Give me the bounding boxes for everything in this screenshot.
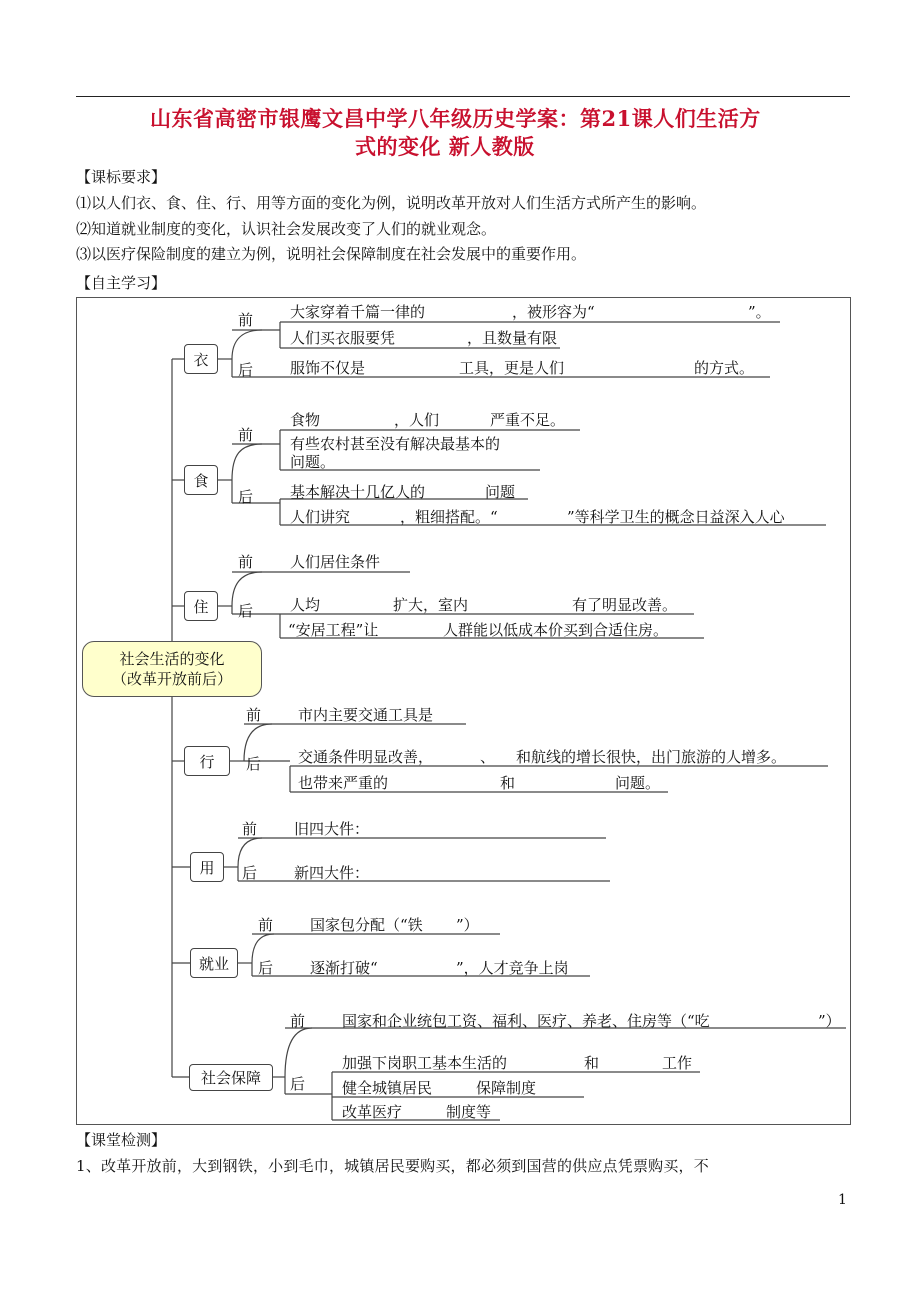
- transport-after-2c: 问题。: [615, 774, 661, 792]
- node-housing: 住: [184, 591, 218, 621]
- node-goods: 用: [190, 852, 224, 882]
- clothing-before-1c: ”。: [748, 303, 771, 321]
- goods-before-1: 旧四大件：: [294, 820, 370, 838]
- transport-after-tag: 后: [246, 755, 262, 773]
- food-after-1b: 问题: [485, 483, 516, 501]
- transport-after-2b: 和: [500, 774, 516, 792]
- food-after-2c: ”等科学卫生的概念日益深入人心: [567, 508, 785, 526]
- clothing-after-1b: 工具，更是人们: [459, 359, 565, 377]
- food-before-2a: 有些农村甚至没有解决最基本的: [290, 435, 501, 453]
- transport-after-1a: 交通条件明显改善，: [298, 748, 434, 766]
- housing-after-1c: 有了明显改善。: [572, 596, 678, 614]
- housing-after-tag: 后: [238, 602, 254, 620]
- root-label-line2: （改革开放前后）: [111, 670, 232, 688]
- goods-after-tag: 后: [242, 864, 258, 882]
- security-after-tag: 后: [290, 1075, 306, 1093]
- transport-before-1: 市内主要交通工具是: [298, 706, 434, 724]
- transport-after-1b: 、: [480, 748, 496, 766]
- goods-after-1: 新四大件：: [294, 864, 370, 882]
- node-clothing: 衣: [184, 344, 218, 374]
- employment-before-1a: 国家包分配（“铁: [310, 916, 423, 934]
- housing-after-2a: “安居工程”让: [288, 621, 379, 639]
- classroom-question-1: 1、改革开放前，大到钢铁，小到毛巾，城镇居民要购买，都必须到国营的供应点凭票购买，不: [76, 1157, 709, 1175]
- security-before-1b: ”）: [818, 1012, 841, 1030]
- clothing-before-2a: 人们买衣服要凭: [290, 329, 396, 347]
- food-after-1a: 基本解决十几亿人的: [290, 483, 426, 501]
- housing-after-2b: 人群能以低成本价买到合适住房。: [443, 621, 669, 639]
- self-study-heading: 【自主学习】: [76, 274, 167, 292]
- security-after-1c: 工作: [662, 1054, 693, 1072]
- clothing-after-1c: 的方式。: [694, 359, 755, 377]
- clothing-after-tag: 后: [238, 361, 254, 379]
- food-before-1c: 严重不足。: [490, 411, 566, 429]
- page-title-line1: 山东省高密市银鹰文昌中学八年级历史学案：第21课人们生活方: [150, 106, 761, 131]
- food-before-1b: ，人们: [394, 411, 440, 429]
- node-social-security: 社会保障: [189, 1064, 273, 1091]
- standards-item-1: ⑴以人们衣、食、住、行、用等方面的变化为例，说明改革开放对人们生活方式所产生的影响。: [76, 194, 707, 212]
- standards-item-2: ⑵知道就业制度的变化，认识社会发展改变了人们的就业观念。: [76, 220, 497, 238]
- housing-before-1: 人们居住条件: [290, 553, 381, 571]
- node-transport: 行: [184, 746, 230, 776]
- security-after-3a: 改革医疗: [342, 1103, 403, 1121]
- node-food: 食: [184, 465, 218, 495]
- employment-before-tag: 前: [258, 916, 274, 934]
- classroom-heading: 【课堂检测】: [76, 1131, 167, 1149]
- page-number: 1: [838, 1192, 847, 1208]
- transport-after-2a: 也带来严重的: [298, 774, 389, 792]
- security-before-tag: 前: [290, 1012, 306, 1030]
- housing-before-tag: 前: [238, 553, 254, 571]
- employment-before-1b: ”）: [456, 916, 479, 934]
- standards-heading: 【课标要求】: [76, 168, 167, 186]
- food-after-2b: ，粗细搭配。“: [400, 508, 498, 526]
- food-before-tag: 前: [238, 426, 254, 444]
- housing-after-1b: 扩大，室内: [393, 596, 469, 614]
- security-after-3b: 制度等: [446, 1103, 492, 1121]
- node-employment: 就业: [190, 948, 238, 978]
- clothing-before-1b: ，被形容为“: [512, 303, 595, 321]
- goods-before-tag: 前: [242, 820, 258, 838]
- transport-after-1c: 和航线的增长很快，出门旅游的人增多。: [516, 748, 787, 766]
- security-after-2b: 保障制度: [476, 1079, 537, 1097]
- page-title-line2: 式的变化 新人教版: [355, 134, 535, 159]
- mind-map-root: [82, 641, 262, 697]
- standards-item-3: ⑶以医疗保险制度的建立为例，说明社会保障制度在社会发展中的重要作用。: [76, 245, 587, 263]
- clothing-before-1a: 大家穿着千篇一律的: [290, 303, 426, 321]
- employment-after-1b: ”，人才竞争上岗: [456, 959, 569, 977]
- food-before-2b: 问题。: [290, 453, 336, 471]
- root-label-line1: 社会生活的变化: [119, 650, 225, 668]
- transport-before-tag: 前: [246, 706, 262, 724]
- security-after-1a: 加强下岗职工基本生活的: [342, 1054, 508, 1072]
- security-before-1a: 国家和企业统包工资、福利、医疗、养老、住房等（“吃: [342, 1012, 710, 1030]
- food-before-1a: 食物: [290, 411, 321, 429]
- clothing-before-2b: ，且数量有限: [467, 329, 558, 347]
- food-after-2a: 人们讲究: [290, 508, 351, 526]
- employment-after-tag: 后: [258, 959, 274, 977]
- security-after-1b: 和: [584, 1054, 600, 1072]
- clothing-before-tag: 前: [238, 311, 254, 329]
- security-after-2a: 健全城镇居民: [342, 1079, 433, 1097]
- housing-after-1a: 人均: [290, 596, 321, 614]
- food-after-tag: 后: [238, 488, 254, 506]
- employment-after-1a: 逐渐打破“: [310, 959, 378, 977]
- clothing-after-1a: 服饰不仅是: [290, 359, 366, 377]
